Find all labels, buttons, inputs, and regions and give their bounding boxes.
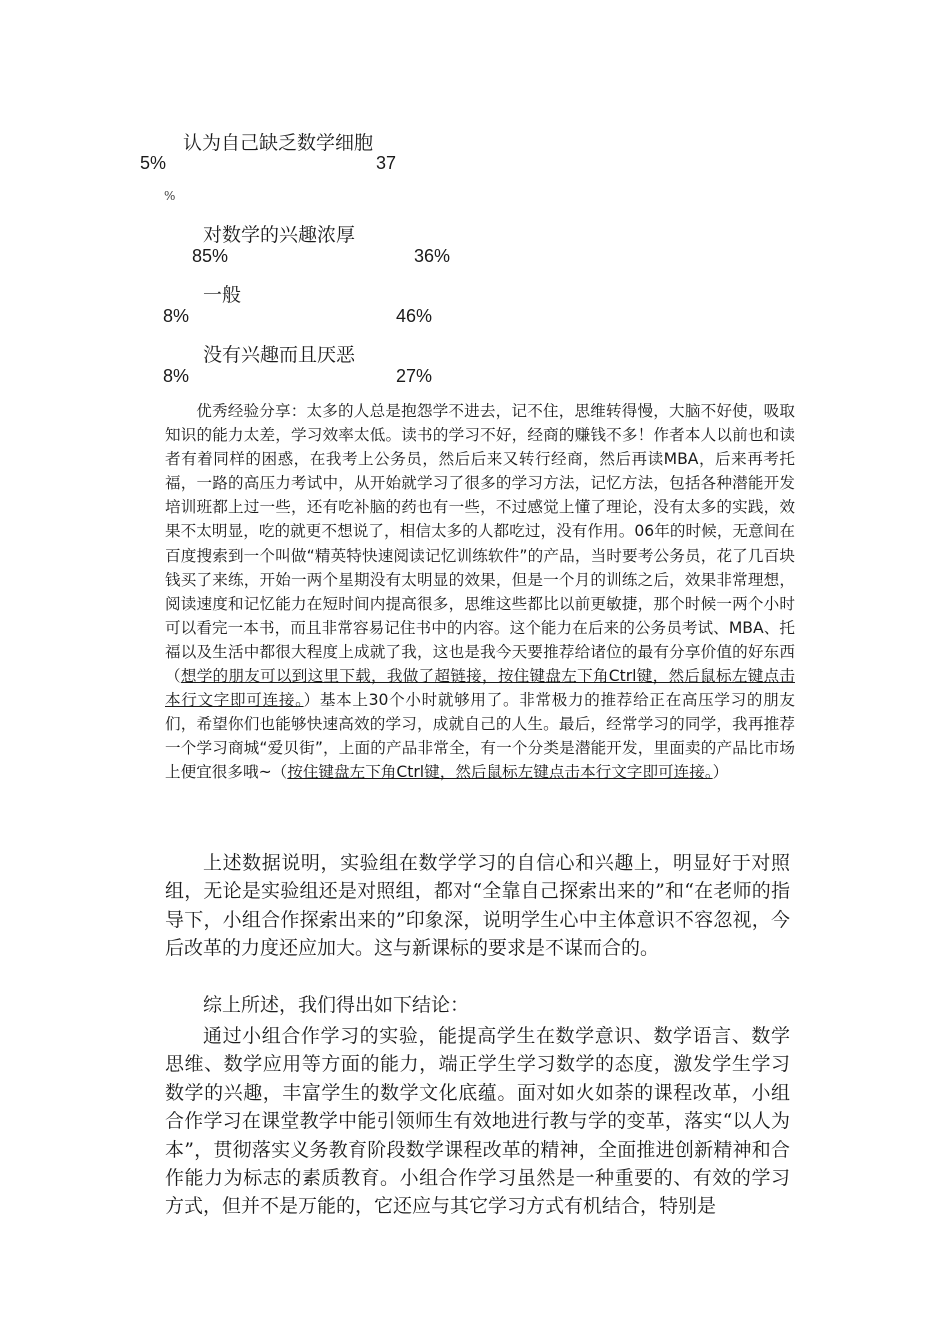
survey-row-label: 没有兴趣而且厌恶 [203,344,356,366]
summary-line: 综上所述，我们得出如下结论： [203,994,470,1016]
shop-link[interactable]: 按住键盘左下角Ctrl键，然后鼠标左键点击本行文字即可连接。 [287,763,713,782]
survey-row-value-a: 85% [192,246,229,266]
survey-row-value-b: 27% [396,366,433,386]
survey-row-label: 认为自己缺乏数学细胞 [183,132,374,154]
survey-row-value-b: 37 [376,153,397,173]
experience-text-3: ） [712,763,729,782]
download-link[interactable]: 想学的朋友可以到这里下载，我做了超链接，按住键盘左下角Ctrl键，然后鼠标左键点击本行文字即可连接。 [165,667,795,710]
survey-row-value-a: 5% [140,153,167,173]
survey-row-value-a: 8% [163,306,190,326]
survey-row-label: 一般 [203,284,242,306]
experience-paragraph [165,399,795,785]
conclusion-paragraph: 通过小组合作学习的实验，能提高学生在数学意识、数学语言、数学思维、数学应用等方面的能力，端正学生学习数学的态度，激发学生学习数学的兴趣，丰富学生的数学文化底蕴。面对如火如荼的课程改革，小组合作学习在课堂教学中能引领师生有效地进行教与学的变革，落实“以人为本”，贯彻落实义务教育阶段数学课程改革的精神，全面推进创新精神和合作能力为标志的素质教育。小组合作学习虽然是一种重要的、有效的学习方式，但并不是万能的，它还应与其它学习方式有机结合，特别是 [165,1025,790,1218]
survey-row-label: 对数学的兴趣浓厚 [203,224,356,246]
experience-text-1: 优秀经验分享：太多的人总是抱怨学不进去，记不住，思维转得慢，大脑不好使，吸取知识的能力太差，学习效率太低。读书的学习不好，经商的赚钱不多！作者本人以前也和读者有着同样的困惑，在我考上公务员，然后后来又转行经商，然后再读MBA，后来再考托福，一路的高压力考试中，从开始就学习了很多的学习方法，记忆方法，包括各种潜能开发培训班都上过一些，还有吃补脑的药也有一些，不过感觉上懂了理论，没有太多的实践，效果不太明显，吃的就更不想说了，相信太多的人都吃过，没有作用。06年的时候，无意间在百度搜索到一个叫做“精英特快速阅读记忆训练软件”的产品，当时要考公务员，花了几百块钱买了来练，开始一两个星期没有太明显的效果，但是一个月的训练之后，效果非常理想，阅读速度和记忆能力在短时间内提高很多，思维这些都比以前更敏捷，那个时候一两个小时可以看完一本书，而且非常容易记住书中的内容。这个能力在后来的公务员考试、MBA、托福以及生活中都很大程度上成就了我，这也是我今天要推荐给诸位的最有分享价值的好东西（ [165,402,795,686]
data-analysis-paragraph: 上述数据说明，实验组在数学学习的自信心和兴趣上，明显好于对照组，无论是实验组还是对照组，都对“全靠自己探索出来的”和“在老师的指导下，小组合作探索出来的”印象深，说明学生心中主体意识不容忽视，今后改革的力度还应加大。这与新课标的要求是不谋而合的。 [165,852,790,960]
survey-row-value-b: 46% [396,306,433,326]
experience-text-2: ）基本上30个小时就够用了。非常极力的推荐给正在高压学习的朋友们，希望你们也能够快速高效的学习，成就自己的人生。最后，经常学习的同学，我再推荐一个学习商城“爱贝街”，上面的产品非常全，有一个分类是潜能开发，里面卖的产品比市场上便宜很多哦~（ [165,691,796,782]
survey-row-value-b-tail: % [164,189,176,203]
survey-row-value-a: 8% [163,366,190,386]
survey-row-value-b: 36% [414,246,451,266]
